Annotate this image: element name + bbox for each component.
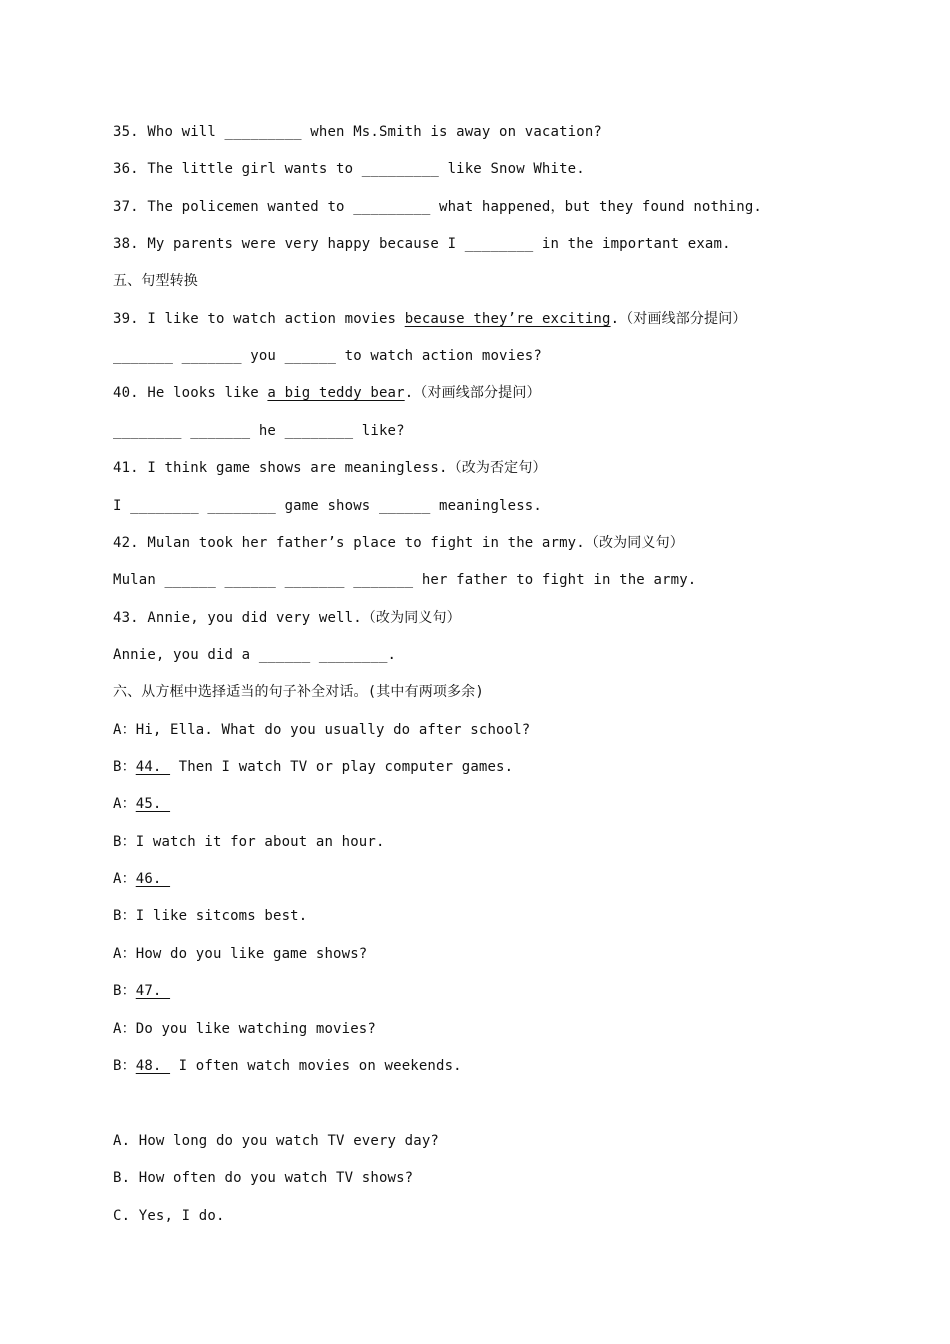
- speaker-label: A：: [113, 722, 136, 738]
- dialogue-blank: 45.: [135, 796, 171, 812]
- section-heading-6: 六、从方框中选择适当的句子补全对话。(其中有两项多余): [113, 684, 484, 700]
- dialogue-line: [113, 944, 367, 964]
- speaker-label: B：: [113, 834, 136, 850]
- question-42: 42. Mulan took her father’s place to fight in the army.（改为同义句）: [113, 535, 684, 551]
- dialogue-blank: 44.: [135, 759, 171, 775]
- answer-43: Annie, you did a ______ ________.: [113, 647, 397, 663]
- dialogue-line: [113, 832, 385, 852]
- question-39-underlined: because they’re exciting: [404, 311, 611, 327]
- question-43: 43. Annie, you did very well.（改为同义句）: [113, 610, 461, 626]
- answer-39: _______ _______ you ______ to watch action movies?: [113, 348, 542, 364]
- dialogue-text: I like sitcoms best.: [135, 908, 308, 924]
- dialogue-line: [113, 906, 307, 926]
- dialogue-text: I often watch movies on weekends.: [170, 1058, 462, 1074]
- speaker-label: B：: [113, 1058, 136, 1074]
- speaker-label: A：: [113, 1021, 136, 1037]
- dialogue-blank: 46.: [135, 871, 171, 887]
- question-39-instruction: .（对画线部分提问）: [610, 311, 747, 327]
- dialogue-text: Then I watch TV or play computer games.: [170, 759, 514, 775]
- dialogue-text: How do you like game shows?: [135, 946, 368, 962]
- answer-41: I ________ ________ game shows ______ meaningless.: [113, 498, 542, 514]
- speaker-label: B：: [113, 908, 136, 924]
- dialogue-line: [113, 1056, 462, 1076]
- dialogue-line: [113, 869, 170, 889]
- option-b: B. How often do you watch TV shows?: [113, 1170, 414, 1186]
- speaker-label: B：: [113, 983, 136, 999]
- question-40-underlined: a big teddy bear: [267, 385, 405, 401]
- question-41: 41. I think game shows are meaningless.（改为否定句）: [113, 460, 547, 476]
- answer-42: Mulan ______ ______ _______ _______ her father to fight in the army.: [113, 572, 697, 588]
- dialogue-line: [113, 1019, 376, 1039]
- dialogue-blank: 48.: [135, 1058, 171, 1074]
- dialogue-line: [113, 794, 170, 814]
- question-37: 37. The policemen wanted to _________ what happened，but they found nothing.: [113, 199, 762, 215]
- dialogue-line: [113, 757, 513, 777]
- dialogue-blank: 47.: [135, 983, 171, 999]
- question-35: 35. Who will _________ when Ms.Smith is away on vacation?: [113, 124, 602, 140]
- question-40-text: 40. He looks like: [113, 385, 268, 401]
- speaker-label: B：: [113, 759, 136, 775]
- dialogue-text: Do you like watching movies?: [135, 1021, 376, 1037]
- question-40-instruction: .（对画线部分提问）: [404, 385, 541, 401]
- answer-40: ________ _______ he ________ like?: [113, 423, 405, 439]
- speaker-label: A：: [113, 796, 136, 812]
- question-39: [113, 309, 747, 329]
- speaker-label: A：: [113, 946, 136, 962]
- question-39-text: 39. I like to watch action movies: [113, 311, 405, 327]
- question-36: 36. The little girl wants to _________ like Snow White.: [113, 161, 585, 177]
- option-c: C. Yes, I do.: [113, 1208, 225, 1224]
- speaker-label: A：: [113, 871, 136, 887]
- dialogue-text: I watch it for about an hour.: [135, 834, 385, 850]
- option-a: A. How long do you watch TV every day?: [113, 1133, 439, 1149]
- dialogue-line: [113, 720, 530, 740]
- section-heading-5: 五、句型转换: [113, 273, 198, 289]
- dialogue-line: [113, 981, 170, 1001]
- dialogue-text: Hi, Ella. What do you usually do after school?: [135, 722, 531, 738]
- question-38: 38. My parents were very happy because I ________ in the important exam.: [113, 236, 731, 252]
- question-40: [113, 383, 541, 403]
